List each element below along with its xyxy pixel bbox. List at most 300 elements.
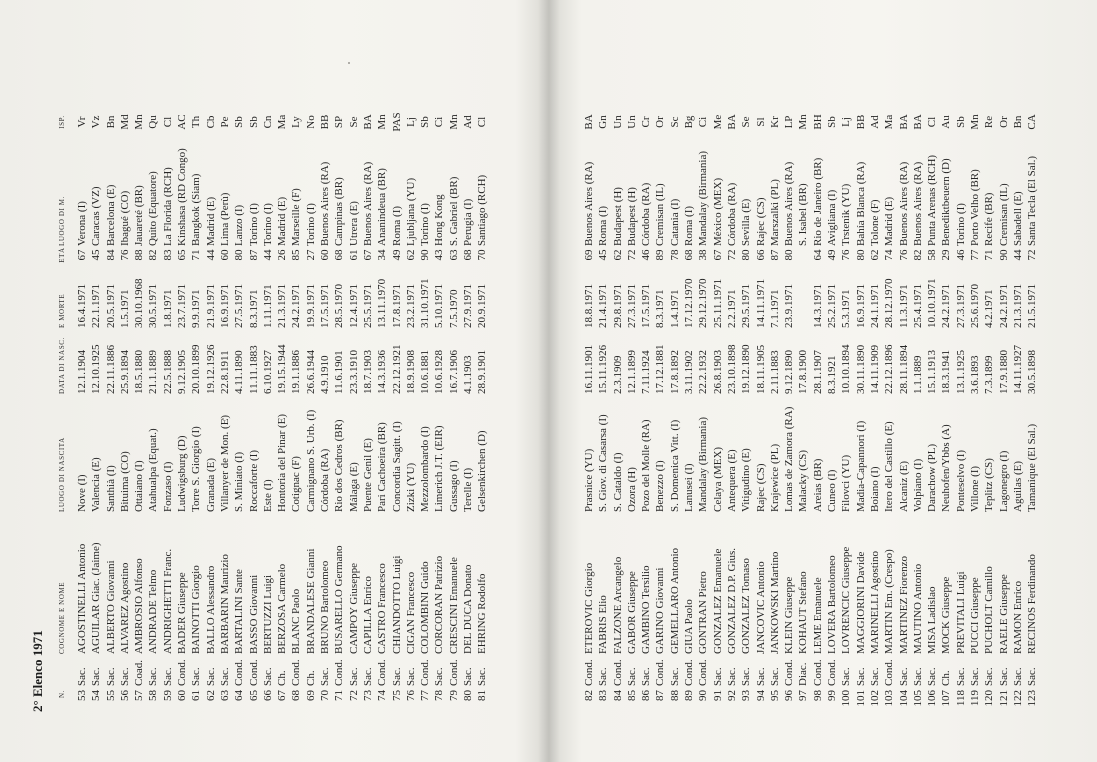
table-row (247, 108, 261, 712)
entry-age: 87 (247, 249, 260, 261)
entry-age: 72 (725, 249, 738, 261)
entry-death-date: 24.2.1971 (290, 284, 303, 328)
table-row (304, 108, 318, 712)
entry-province: Th (190, 115, 203, 129)
table-row (1011, 108, 1025, 712)
entry-grade: Sac. (854, 667, 867, 686)
entry-birth-date: 17.8.1900 (797, 350, 810, 394)
entry-death-date: 25.6.1970 (969, 284, 982, 328)
entry-death-date: 16.4.1971 (76, 284, 88, 328)
entry-number: 122 (1011, 690, 1024, 707)
entry-province: Cl (926, 116, 939, 128)
entry-age: 77 (969, 249, 982, 261)
entry-birthplace: S. Domenica Vitt. (I) (668, 419, 681, 512)
entry-death-date: 29.8.1971 (611, 284, 624, 328)
entry-province: BA (725, 114, 738, 130)
entry-death-date: 20.9.1971 (476, 284, 489, 328)
entry-name: BLANC Paolo (290, 588, 303, 654)
entry-death-date: 17.5.1971 (319, 284, 332, 328)
header-number: N. (58, 690, 66, 699)
entry-province: PAS (390, 112, 403, 132)
entry-province: Cn (261, 115, 274, 129)
table-row (882, 108, 896, 712)
entry-birthplace: Pari Cachoeira (BR) (376, 422, 389, 512)
entry-number: 101 (854, 690, 867, 707)
entry-age: 49 (826, 249, 839, 261)
table-row (739, 108, 753, 712)
entry-death-date: 29.5.1971 (740, 284, 753, 328)
entry-death-date: 30.5.1971 (147, 284, 160, 328)
entry-age: 45 (597, 249, 610, 261)
entry-birth-date: 12.1.1899 (625, 350, 638, 394)
entry-name: BRANDALESE Gianni (304, 548, 317, 654)
entry-birth-date: 11.11.1883 (247, 345, 260, 394)
entry-province: BA (583, 114, 595, 130)
entry-province: CA (1026, 114, 1039, 130)
header-death-date: E MORTE (58, 293, 66, 328)
entry-birthplace: Malacky (CS) (797, 449, 810, 512)
table-row (768, 108, 782, 712)
entry-birthplace: S. Cataldo (I) (611, 452, 624, 512)
entry-death-date: 25.5.1971 (361, 284, 374, 328)
entry-name: MARINELLI Agostino (868, 551, 881, 654)
entry-age: 67 (711, 249, 724, 261)
entry-birth-date: 3.11.1902 (683, 350, 696, 394)
table-row (897, 108, 911, 712)
entry-name: GAMBINO Tersilio (640, 565, 653, 654)
entry-birthplace: Este (I) (261, 479, 274, 512)
entry-age: 62 (404, 249, 417, 261)
entry-birth-date: 17.12.1881 (654, 344, 667, 394)
entry-age: 82 (147, 249, 160, 261)
entry-birthplace: Fonzaso (I) (161, 461, 174, 512)
entry-age: 44 (1011, 249, 1024, 261)
entry-birth-date: 18.11.1905 (754, 344, 767, 394)
entry-birth-date: 12.1.1904 (76, 350, 88, 394)
entry-birthplace: Roccaforte (I) (247, 450, 260, 512)
entry-death-place: Tolone (F) (868, 199, 881, 246)
entry-birthplace: Bituima (CO) (118, 451, 131, 512)
entry-death-date: 27.3.1971 (954, 284, 967, 328)
entry-number: 60 (176, 690, 189, 701)
entry-death-date: 17.8.1971 (390, 284, 403, 328)
entry-number: 85 (625, 690, 638, 701)
entry-number: 87 (654, 690, 667, 701)
entry-birth-date: 10.6.1928 (433, 350, 446, 394)
entry-name: JANKOWSKI Martino (768, 551, 781, 654)
entry-age: 83 (161, 249, 174, 261)
entry-birthplace: Boiano (I) (868, 466, 881, 512)
entry-birth-date: 2.3.1909 (611, 355, 624, 394)
entry-birthplace: Areias (BR) (811, 458, 824, 512)
entry-death-place: Buenos Aires (RA) (911, 161, 924, 246)
entry-birth-date: 8.3.1921 (826, 355, 839, 394)
entry-province: Mn (376, 114, 389, 130)
entry-birthplace: Cuneo (I) (826, 469, 839, 512)
entry-death-place: Córdoba (RA) (640, 182, 653, 246)
entry-death-date: 31.10.1971 (419, 278, 432, 328)
entry-name: GIUA Paolo (683, 599, 696, 654)
entry-death-date: 21.4.1971 (597, 284, 610, 328)
table-row (189, 108, 203, 712)
entry-number: 83 (597, 690, 610, 701)
entry-death-place: Córdoba (RA) (725, 182, 738, 246)
table-row (104, 108, 118, 712)
entry-age: 82 (911, 249, 924, 261)
entry-number: 104 (897, 690, 910, 707)
entry-death-place: Ljubljana (YU) (404, 177, 417, 246)
entry-birth-date: 4.1.1903 (462, 355, 475, 394)
entry-age: 45 (90, 249, 103, 261)
table-row (318, 108, 332, 712)
entry-death-place: Cremisan (IL) (997, 183, 1010, 246)
entry-age: 80 (233, 249, 246, 261)
entry-number: 61 (190, 690, 203, 701)
entry-death-date: 8.3.1971 (654, 289, 667, 328)
entry-birth-date: 18.3.1941 (940, 350, 953, 394)
table-row (811, 108, 825, 712)
entry-grade: Sac. (840, 667, 853, 686)
entry-number: 64 (233, 690, 246, 701)
entry-birthplace: Cotignac (F) (290, 456, 303, 512)
entry-number: 79 (447, 690, 460, 701)
entry-grade: Sac. (711, 667, 724, 686)
entry-age: 34 (376, 249, 389, 261)
entry-province: Bn (104, 115, 117, 129)
entry-birthplace: Puente Genil (E) (361, 438, 374, 512)
entry-birth-date: 26.8.1903 (711, 350, 724, 394)
entry-grade: Sac. (462, 667, 475, 686)
entry-death-place: Roma (I) (597, 205, 610, 246)
entry-death-date: 16.9.1971 (218, 284, 231, 328)
entry-death-place: Benediktbeuern (D) (940, 158, 953, 246)
entry-number: 105 (911, 690, 924, 707)
entry-province: Au (940, 115, 953, 129)
entry-birthplace: Lagonegro (I) (997, 450, 1010, 512)
entry-name: CAPILLA Enrico (361, 576, 374, 654)
entry-age: 88 (133, 249, 146, 261)
entry-death-place: Porto Velho (BR) (969, 169, 982, 246)
table-row (696, 108, 710, 712)
entry-age: 76 (118, 249, 131, 261)
entry-number: 58 (147, 690, 160, 701)
entry-province: Ma (883, 114, 896, 130)
entry-number: 123 (1026, 690, 1039, 707)
entry-birth-date: 4.11.1890 (233, 350, 246, 394)
entry-province: Ma (276, 114, 289, 130)
entry-number: 53 (76, 690, 88, 701)
entry-grade: Sac. (190, 667, 203, 686)
entry-grade: Sac. (1011, 667, 1024, 686)
entry-province: Md (118, 114, 131, 130)
entry-birthplace: Valencia (E) (90, 457, 103, 512)
entry-number: 107 (940, 690, 953, 707)
entry-name: BERTUZZI Luigi (261, 574, 274, 654)
entry-age: 90 (997, 249, 1010, 261)
entry-age: 80 (854, 249, 867, 261)
table-row (218, 108, 232, 712)
entry-number: 96 (783, 690, 796, 701)
entry-death-date: 4.2.1971 (983, 289, 996, 328)
entry-name: GABOR Giuseppe (625, 571, 638, 654)
entry-province: Sb (419, 116, 432, 128)
entry-birth-date: 28.1.1907 (811, 350, 824, 394)
entry-grade: Sac. (997, 667, 1010, 686)
entry-birth-date: 16.7.1906 (447, 350, 460, 394)
table-row (289, 108, 303, 712)
table-row (911, 108, 925, 712)
entry-death-place: Ananindeua (BR) (376, 168, 389, 246)
entry-number: 54 (90, 690, 103, 701)
entry-province: Vz (90, 115, 103, 129)
entry-name: LEME Emanuele (811, 577, 824, 654)
entry-birth-date: 18.7.1903 (361, 350, 374, 394)
entry-death-date: 19.9.1971 (304, 284, 317, 328)
entry-name: CIGAN Francesco (404, 571, 417, 654)
entry-birthplace: Itero del Castillo (E) (883, 421, 896, 512)
entry-grade: Cond. (419, 659, 432, 686)
entry-grade: Ch. (304, 670, 317, 686)
entry-grade: Sac. (926, 667, 939, 686)
table-row (639, 108, 653, 712)
entry-birth-date: 20.10.1899 (190, 344, 203, 394)
entry-birthplace: S. Giov. di Casarsa (I) (597, 414, 610, 512)
entry-age: 60 (319, 249, 332, 261)
table-row (611, 108, 625, 712)
entry-death-date: 16.9.1971 (854, 284, 867, 328)
entry-number: 86 (640, 690, 653, 701)
entry-death-date: 5.10.1971 (433, 284, 446, 328)
entry-death-date: 21.5.1971 (1026, 284, 1039, 328)
entry-age: 58 (926, 249, 939, 261)
entry-province: Cl (161, 116, 174, 128)
table-row (132, 108, 146, 712)
entry-age: 63 (447, 249, 460, 261)
entry-province: Cb (204, 115, 217, 129)
entry-birth-date: 22.12.1896 (883, 344, 896, 394)
entry-death-place: Kinshasa (RD Congo) (176, 148, 189, 246)
entry-death-place: Rajec (CS) (754, 197, 767, 246)
entry-number: 93 (740, 690, 753, 701)
page-title: 2° Elenco 1971 (30, 630, 45, 712)
table-row (839, 108, 853, 712)
entry-death-place: Ibagué (CO) (118, 190, 131, 246)
entry-death-place: México (MEX) (711, 177, 724, 246)
entry-age: 60 (218, 249, 231, 261)
entry-death-place: Rio de Janeiro (BR) (811, 157, 824, 246)
entry-age: 46 (640, 249, 653, 261)
table-row (175, 108, 189, 712)
entry-death-date: 24.2.1971 (940, 284, 953, 328)
entry-age: 72 (1026, 249, 1039, 261)
entry-grade: Cond. (683, 659, 696, 686)
entry-death-place: Avigliana (I) (826, 189, 839, 246)
entry-number: 80 (462, 690, 475, 701)
table-row (796, 108, 810, 712)
entry-province: Vr (76, 116, 88, 128)
entry-birth-date: 9.12.1890 (783, 350, 796, 394)
entry-name: PUCCI Giuseppe (969, 577, 982, 654)
entry-age: 69 (583, 249, 595, 261)
entry-number: 95 (768, 690, 781, 701)
entry-name: MAUTINO Antonio (911, 563, 924, 654)
entry-birth-date: 19.1.1886 (290, 350, 303, 394)
entry-death-place: Hong Kong (433, 194, 446, 246)
entry-number: 69 (304, 690, 317, 701)
entry-death-date: 21.9.1971 (204, 284, 217, 328)
entry-death-place: Buenos Aires (RA) (897, 161, 910, 246)
entry-age: 27 (304, 249, 317, 261)
entry-death-date: 7.5.1970 (447, 289, 460, 328)
entry-death-place: Buenos Aires (RA) (583, 161, 595, 246)
entry-name: LOVRENCIC Giuseppe (840, 546, 853, 654)
entry-grade: Sac. (897, 667, 910, 686)
entry-name: CAMPOY Giuseppe (347, 563, 360, 654)
entry-province: Gn (597, 115, 610, 129)
entry-birth-date: 26.6.1944 (304, 350, 317, 394)
entry-age: 80 (783, 249, 796, 261)
entry-death-date: 20.5.1971 (104, 284, 117, 328)
entry-death-place: Cremisan (IL) (654, 183, 667, 246)
entry-province: Lj (840, 117, 853, 127)
entry-birthplace: Zizki (YU) (404, 462, 417, 512)
entry-death-date: 25.2.1971 (826, 284, 839, 328)
entry-grade: Sac. (911, 667, 924, 686)
entry-death-place: Mandalay (Birmania) (697, 151, 710, 246)
entry-number: 67 (276, 690, 289, 701)
entry-birth-date: 3.6.1893 (969, 355, 982, 394)
entry-grade: Sac. (754, 667, 767, 686)
entry-death-date: 7.1.1971 (768, 289, 781, 328)
entry-birth-date: 17.9.1880 (997, 350, 1010, 394)
entry-age: 68 (683, 249, 696, 261)
entry-age: 71 (190, 249, 203, 261)
entry-death-place: Campinas (BR) (333, 177, 346, 246)
entry-name: EHRING Rodolfo (476, 573, 489, 654)
entry-grade: Cond. (697, 659, 710, 686)
entry-grade: Cond. (290, 659, 303, 686)
entry-number: 57 (133, 690, 146, 701)
table-row (997, 108, 1011, 712)
entry-age: 84 (104, 249, 117, 261)
entry-province: Mn (447, 114, 460, 130)
header-age: ETÀ (58, 247, 66, 263)
entry-death-date: 14.3.1971 (811, 284, 824, 328)
table-row (754, 108, 768, 712)
entry-name: GONZALEZ D.P. Gius. (725, 547, 738, 654)
entry-birthplace: Málaga (E) (347, 462, 360, 512)
entry-birth-date: 7.3.1899 (983, 355, 996, 394)
entry-grade: Cond. (333, 659, 346, 686)
entry-name: ALBERTO Giovanni (104, 560, 117, 654)
entry-death-date (796, 264, 810, 328)
entry-death-date: 10.10.1971 (926, 278, 939, 328)
entry-age: 70 (476, 249, 489, 261)
book-gutter (538, 0, 560, 762)
table-row (275, 108, 289, 712)
entry-age: 72 (625, 249, 638, 261)
entry-death-place: Barcelona (E) (104, 184, 117, 246)
entry-number: 118 (954, 690, 967, 707)
entry-number: 78 (433, 690, 446, 701)
entry-age: 90 (419, 249, 432, 261)
entry-grade: Sac. (261, 667, 274, 686)
entry-death-place: Catania (I) (668, 198, 681, 246)
entry-grade: Cond. (247, 659, 260, 686)
entry-age: 61 (347, 249, 360, 261)
entry-province: No (304, 115, 317, 129)
entry-grade: Sac. (740, 667, 753, 686)
entry-death-date: 13.11.1970 (376, 278, 389, 328)
table-row (982, 108, 996, 712)
entry-province: Ci (433, 116, 446, 128)
entry-number: 103 (883, 690, 896, 707)
entry-birthplace: Hontoria del Pinar (E) (276, 413, 289, 512)
entry-province: Cr (640, 116, 653, 128)
entry-birthplace: S. Miniato (I) (233, 451, 246, 512)
entry-death-place: Recife (BR) (983, 192, 996, 246)
table-row (653, 108, 667, 712)
entry-death-place: Santiago (RCH) (476, 174, 489, 246)
table-row (390, 108, 404, 712)
entry-province: Sb (826, 116, 839, 128)
entry-grade: Sac. (347, 667, 360, 686)
entry-name: BRUNO Bartolomeo (319, 560, 332, 654)
entry-birthplace: Alcaniz (E) (897, 461, 910, 512)
entry-province: BA (361, 114, 374, 130)
entry-province: BA (911, 114, 924, 130)
entry-birth-date: 18.9.1908 (404, 350, 417, 394)
entry-death-date: 27.5.1971 (233, 284, 246, 328)
entry-death-date: 28.12.1970 (883, 278, 896, 328)
entry-birth-date: 23.3.1910 (347, 350, 360, 394)
entry-name: FALZONE Arcangelo (611, 556, 624, 654)
entry-province: LP (783, 115, 796, 129)
entry-birthplace: Villone (I) (969, 465, 982, 512)
entry-birthplace: Vitigudino (E) (740, 448, 753, 512)
entry-birthplace: Celaya (MEX) (711, 446, 724, 512)
table-row (461, 108, 475, 712)
entry-death-date: 1.5.1971 (118, 289, 131, 328)
entry-grade: Coad. (133, 660, 146, 686)
entry-birth-date: 15.11.1926 (597, 344, 610, 394)
entry-name: BADER Giuseppe (176, 572, 189, 654)
entry-death-date: 2.2.1971 (725, 289, 738, 328)
entry-number: 99 (826, 690, 839, 701)
table-row (447, 108, 461, 712)
entry-birth-date: 10.10.1894 (840, 344, 853, 394)
entry-birthplace: Volpiano (I) (911, 458, 924, 512)
entry-birthplace: Lanusei (I) (683, 463, 696, 512)
entry-age: 80 (740, 249, 753, 261)
entry-province: Ci (697, 116, 710, 128)
entry-name: MISA Ladislao (926, 586, 939, 654)
entry-death-place: Torino (I) (419, 203, 432, 246)
entry-death-place: Sabadell (E) (1011, 191, 1024, 246)
table-row (161, 108, 175, 712)
entry-death-date: 24.1.1971 (868, 284, 881, 328)
entry-number: 98 (811, 690, 824, 701)
entry-number: 91 (711, 690, 724, 701)
entry-death-place: Torino (I) (247, 203, 260, 246)
table-row (925, 108, 939, 712)
entry-death-place: Buenos Aires (RA) (319, 161, 332, 246)
entry-grade: Sac. (625, 667, 638, 686)
table-row (596, 108, 610, 712)
entry-birthplace: Ludwigsburg (D) (176, 435, 189, 512)
entry-name: ALVAREZ Agostino (118, 562, 131, 654)
entry-death-place: Torino (I) (261, 203, 274, 246)
